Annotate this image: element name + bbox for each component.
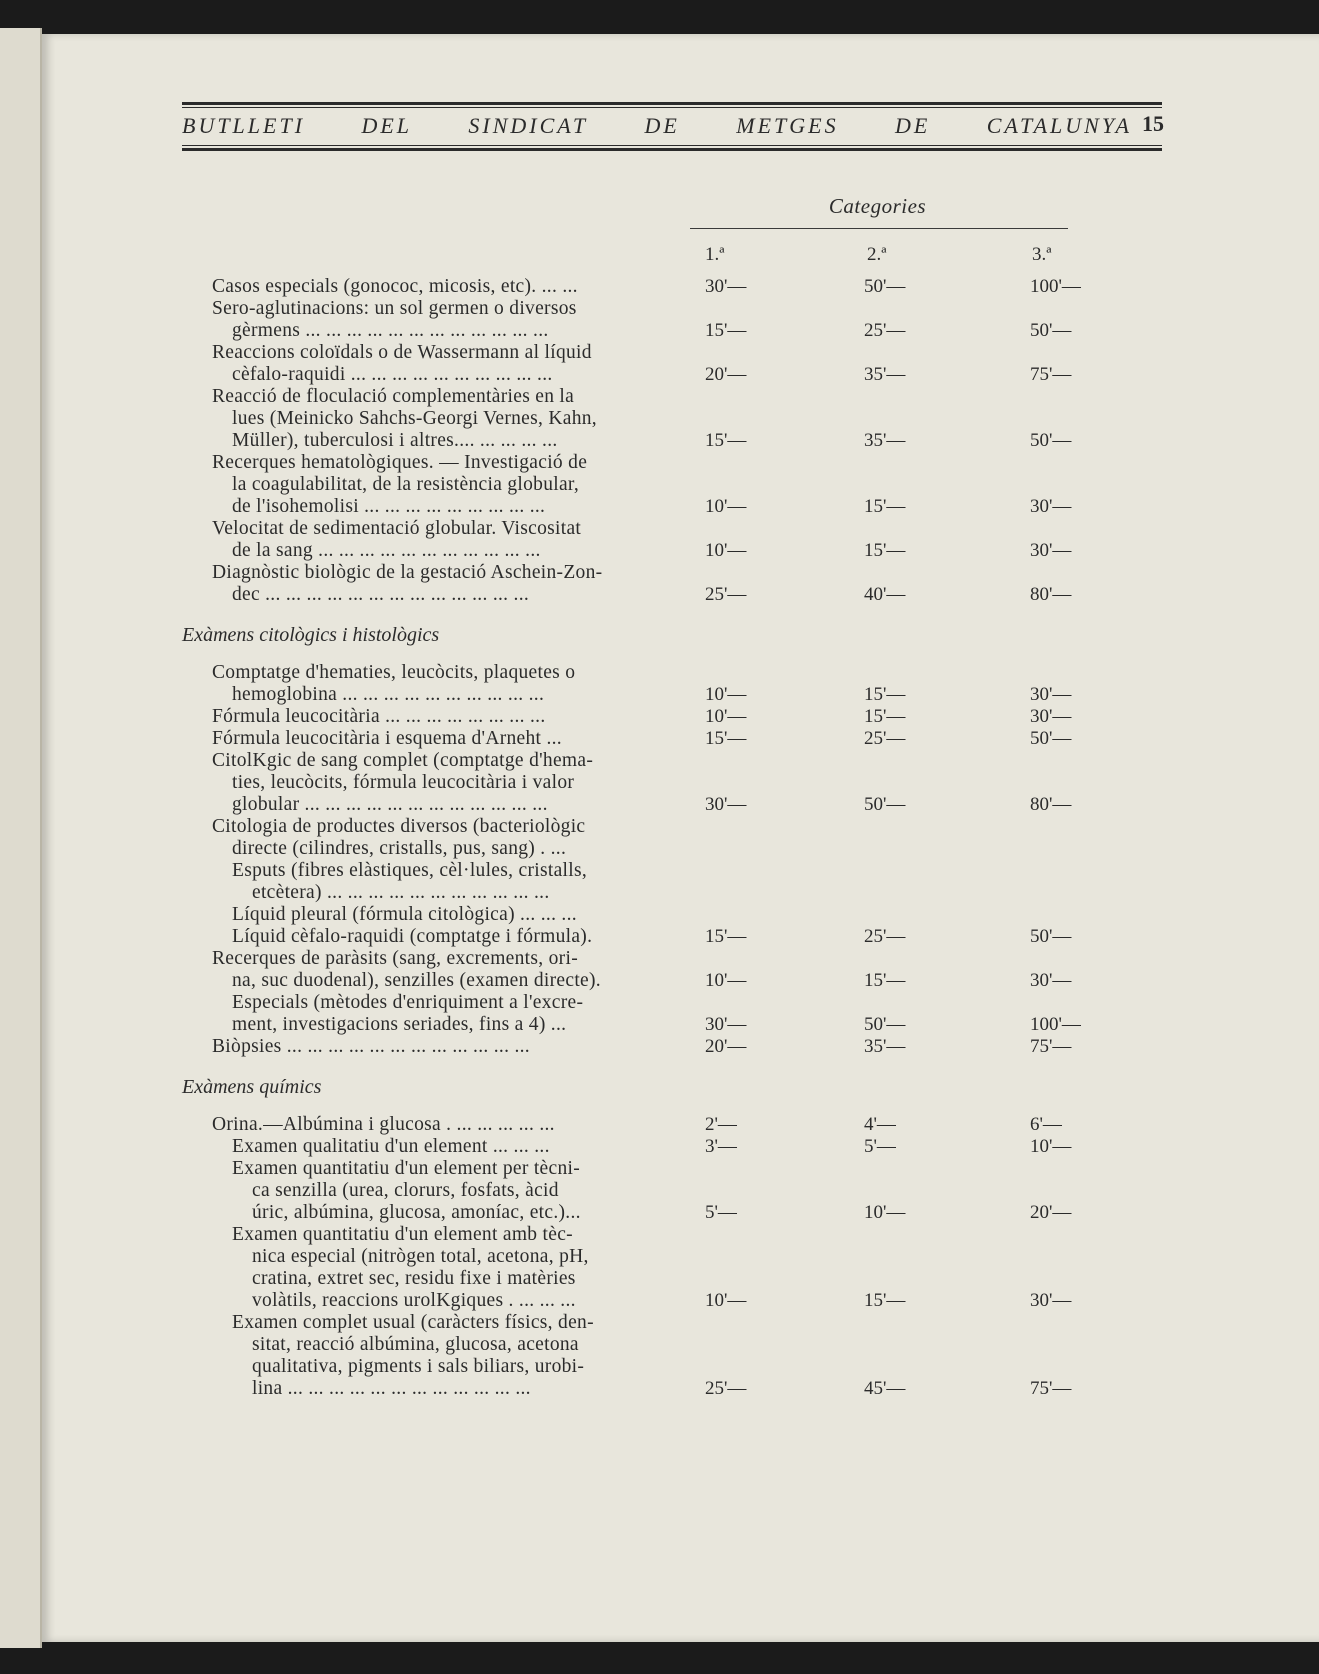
price-cat-1: 25'— xyxy=(705,1378,747,1399)
tariff-line-text: Sero-aglutinacions: un sol germen o diversos xyxy=(212,298,577,319)
price-cat-2: 15'— xyxy=(864,1290,906,1311)
price-cat-3: 10'— xyxy=(1030,1136,1072,1157)
price-cat-1: 30'— xyxy=(705,276,747,297)
running-head-word: CATALUNYA xyxy=(986,113,1132,138)
tariff-line-text: Recerques de paràsits (sang, excrements, ori- xyxy=(212,948,578,969)
tariff-line-text: úric, albúmina, glucosa, amoníac, etc.)... xyxy=(252,1202,581,1223)
running-head-word: DE xyxy=(894,113,931,138)
price-cat-3: 30'— xyxy=(1030,496,1072,517)
tariff-line-text: Líquid pleural (fórmula citològica) ... ... ... xyxy=(232,904,577,925)
tariff-line-text: gèrmens ... ... ... ... ... ... ... ... ... ... ... ... xyxy=(232,320,549,341)
tariff-line-text: Biòpsies ... ... ... ... ... ... ... ... ... ... ... ... xyxy=(212,1036,530,1057)
price-cat-1: 10'— xyxy=(705,496,747,517)
price-cat-2: 15'— xyxy=(864,684,906,705)
price-cat-3: 20'— xyxy=(1030,1202,1072,1223)
tariff-line-text: lina ... ... ... ... ... ... ... ... ... ... ... ... xyxy=(252,1378,531,1399)
tariff-line-text: Líquid cèfalo-raquidi (comptatge i fórmula). xyxy=(232,926,593,947)
price-cat-1: 15'— xyxy=(705,926,747,947)
tariff-line-text: directe (cilindres, cristalls, pus, sang) . ... xyxy=(232,838,567,859)
price-cat-2: 35'— xyxy=(864,430,906,451)
price-cat-2: 4'— xyxy=(864,1114,896,1135)
tariff-line-text: na, suc duodenal), senzilles (examen directe). xyxy=(232,970,601,991)
tariff-line-text: etcètera) ... ... ... ... ... ... ... ... ... ... ... xyxy=(252,882,550,903)
tariff-line-text: sitat, reacció albúmina, glucosa, acetona xyxy=(252,1334,579,1355)
price-cat-2: 25'— xyxy=(864,926,906,947)
price-cat-1: 15'— xyxy=(705,320,747,341)
price-cat-1: 30'— xyxy=(705,794,747,815)
tariff-line-text: Comptatge d'hematies, leucòcits, plaquetes o xyxy=(212,662,576,683)
tariff-line-text: Velocitat de sedimentació globular. Viscositat xyxy=(212,518,582,539)
tariff-line-text: Recerques hematològiques. — Investigació de xyxy=(212,452,588,473)
price-cat-2: 15'— xyxy=(864,540,906,561)
tariff-line-text: de l'isohemolisi ... ... ... ... ... ... ... ... ... xyxy=(232,496,546,517)
price-cat-1: 15'— xyxy=(705,430,747,451)
tariff-line-text: Reacció de floculació complementàries en la xyxy=(212,386,575,407)
running-head-word: BUTLLETI xyxy=(182,113,306,138)
running-head-word: METGES xyxy=(736,113,839,138)
price-cat-2: 25'— xyxy=(864,320,906,341)
tariff-line-text: dec ... ... ... ... ... ... ... ... ... ... ... ... ... xyxy=(232,584,530,605)
tariff-line-text: CitolKgic de sang complet (comptatge d'hema- xyxy=(212,750,594,771)
price-cat-1: 10'— xyxy=(705,540,747,561)
price-cat-1: 30'— xyxy=(705,1014,747,1035)
price-cat-1: 10'— xyxy=(705,1290,747,1311)
price-cat-3: 6'— xyxy=(1030,1114,1062,1135)
price-cat-3: 30'— xyxy=(1030,1290,1072,1311)
tariff-line-text: Diagnòstic biològic de la gestació Aschein-Zon- xyxy=(212,562,603,583)
price-cat-1: 10'— xyxy=(705,970,747,991)
running-head xyxy=(182,111,1132,141)
price-cat-1: 10'— xyxy=(705,706,747,727)
tariff-line-text: Examen complet usual (caràcters físics, den- xyxy=(232,1312,594,1333)
price-cat-3: 80'— xyxy=(1030,794,1072,815)
header-rule-bottom-thin xyxy=(182,145,1162,146)
price-cat-2: 50'— xyxy=(864,794,906,815)
price-cat-1: 15'— xyxy=(705,728,747,749)
tariff-line-text: ca senzilla (urea, clorurs, fosfats, àcid xyxy=(252,1180,559,1201)
price-cat-1: 20'— xyxy=(705,364,747,385)
price-cat-3: 100'— xyxy=(1030,1014,1081,1035)
header-rule-top xyxy=(182,102,1162,105)
tariff-line-text: Fórmula leucocitària ... ... ... ... ... ... ... ... xyxy=(212,706,546,727)
tariff-line-text: lues (Meinicko Sahchs-Georgi Vernes, Kahn, xyxy=(232,408,597,429)
price-cat-2: 10'— xyxy=(864,1202,906,1223)
tariff-line-text: globular ... ... ... ... ... ... ... ... ... ... ... ... xyxy=(232,794,548,815)
price-cat-2: 15'— xyxy=(864,706,906,727)
tariff-line-text: Orina.—Albúmina i glucosa . ... ... ... ... ... xyxy=(212,1114,555,1135)
tariff-line-text: Citologia de productes diversos (bacteriològic xyxy=(212,816,586,837)
tariff-line-text: Examen quantitatiu d'un element amb tèc- xyxy=(232,1224,573,1245)
categories-rule xyxy=(690,228,1068,229)
price-cat-2: 40'— xyxy=(864,584,906,605)
price-cat-3: 50'— xyxy=(1030,926,1072,947)
price-cat-2: 15'— xyxy=(864,496,906,517)
price-cat-3: 100'— xyxy=(1030,276,1081,297)
tariff-line-text: nica especial (nitrògen total, acetona, pH, xyxy=(252,1246,589,1267)
price-cat-3: 50'— xyxy=(1030,320,1072,341)
tariff-line-text: ment, investigacions seriades, fins a 4) ... xyxy=(232,1014,567,1035)
tariff-line-text: Casos especials (gonococ, micosis, etc). ... ... xyxy=(212,276,578,297)
running-head-word: SINDICAT xyxy=(468,113,589,138)
tariff-line-text: Müller), tuberculosi i altres.... ... ... ... ... xyxy=(232,430,558,451)
tariff-line-text: de la sang ... ... ... ... ... ... ... ... ... ... ... xyxy=(232,540,541,561)
price-cat-1: 20'— xyxy=(705,1036,747,1057)
price-cat-3: 50'— xyxy=(1030,430,1072,451)
running-head-word: DEL xyxy=(361,113,412,138)
page-number: 15 xyxy=(1142,111,1164,136)
tariff-line-text: Examen qualitatiu d'un element ... ... ... xyxy=(232,1136,550,1157)
price-cat-3: 30'— xyxy=(1030,540,1072,561)
header-rule-bottom xyxy=(182,148,1162,151)
tariff-line-text: cratina, extret sec, residu fixe i matèries xyxy=(252,1268,576,1289)
price-cat-1: 2'— xyxy=(705,1114,737,1135)
price-cat-2: 25'— xyxy=(864,728,906,749)
price-cat-3: 75'— xyxy=(1030,1378,1072,1399)
tariff-line-text: Fórmula leucocitària i esquema d'Arneht ... xyxy=(212,728,562,749)
categories-title: Categories xyxy=(828,194,927,218)
tariff-line-text: cèfalo-raquidi ... ... ... ... ... ... ... ... ... ... xyxy=(232,364,553,385)
category-header-3: 3.ª xyxy=(1032,244,1052,265)
facing-page-edge xyxy=(0,28,42,1648)
price-cat-2: 45'— xyxy=(864,1378,906,1399)
tariff-line-text: Especials (mètodes d'enriquiment a l'excre- xyxy=(232,992,584,1013)
price-cat-2: 15'— xyxy=(864,970,906,991)
category-header-1: 1.ª xyxy=(705,244,725,265)
header-rule-top-thin xyxy=(182,107,1162,108)
price-cat-3: 75'— xyxy=(1030,1036,1072,1057)
price-cat-3: 50'— xyxy=(1030,728,1072,749)
section-heading: Exàmens citològics i histològics xyxy=(182,624,440,646)
price-cat-2: 50'— xyxy=(864,276,906,297)
price-cat-2: 35'— xyxy=(864,364,906,385)
price-cat-1: 10'— xyxy=(705,684,747,705)
price-cat-3: 75'— xyxy=(1030,364,1072,385)
tariff-line-text: Reaccions coloïdals o de Wassermann al líquid xyxy=(212,342,592,363)
price-cat-1: 25'— xyxy=(705,584,747,605)
price-cat-3: 80'— xyxy=(1030,584,1072,605)
tariff-line-text: hemoglobina ... ... ... ... ... ... ... ... ... ... xyxy=(232,684,545,705)
category-header-2: 2.ª xyxy=(867,244,887,265)
price-cat-2: 35'— xyxy=(864,1036,906,1057)
tariff-line-text: volàtils, reaccions urolKgiques . ... ... ... xyxy=(252,1290,576,1311)
price-cat-3: 30'— xyxy=(1030,684,1072,705)
tariff-line-text: Examen quantitatiu d'un element per tècni- xyxy=(232,1158,581,1179)
tariff-line-text: qualitativa, pigments i sals biliars, urobi- xyxy=(252,1356,585,1377)
running-head-word: DE xyxy=(644,113,680,138)
price-cat-3: 30'— xyxy=(1030,970,1072,991)
price-cat-2: 50'— xyxy=(864,1014,906,1035)
tariff-line-text: la coagulabilitat, de la resistència globular, xyxy=(232,474,580,495)
price-cat-3: 30'— xyxy=(1030,706,1072,727)
tariff-line-text: ties, leucòcits, fórmula leucocitària i valor xyxy=(232,772,575,793)
price-cat-2: 5'— xyxy=(864,1136,896,1157)
price-cat-1: 5'— xyxy=(705,1202,737,1223)
section-heading: Exàmens químics xyxy=(182,1076,322,1098)
tariff-line-text: Esputs (fibres elàstiques, cèl·lules, cristalls, xyxy=(232,860,588,881)
document-page xyxy=(42,34,1319,1642)
price-cat-1: 3'— xyxy=(705,1136,737,1157)
